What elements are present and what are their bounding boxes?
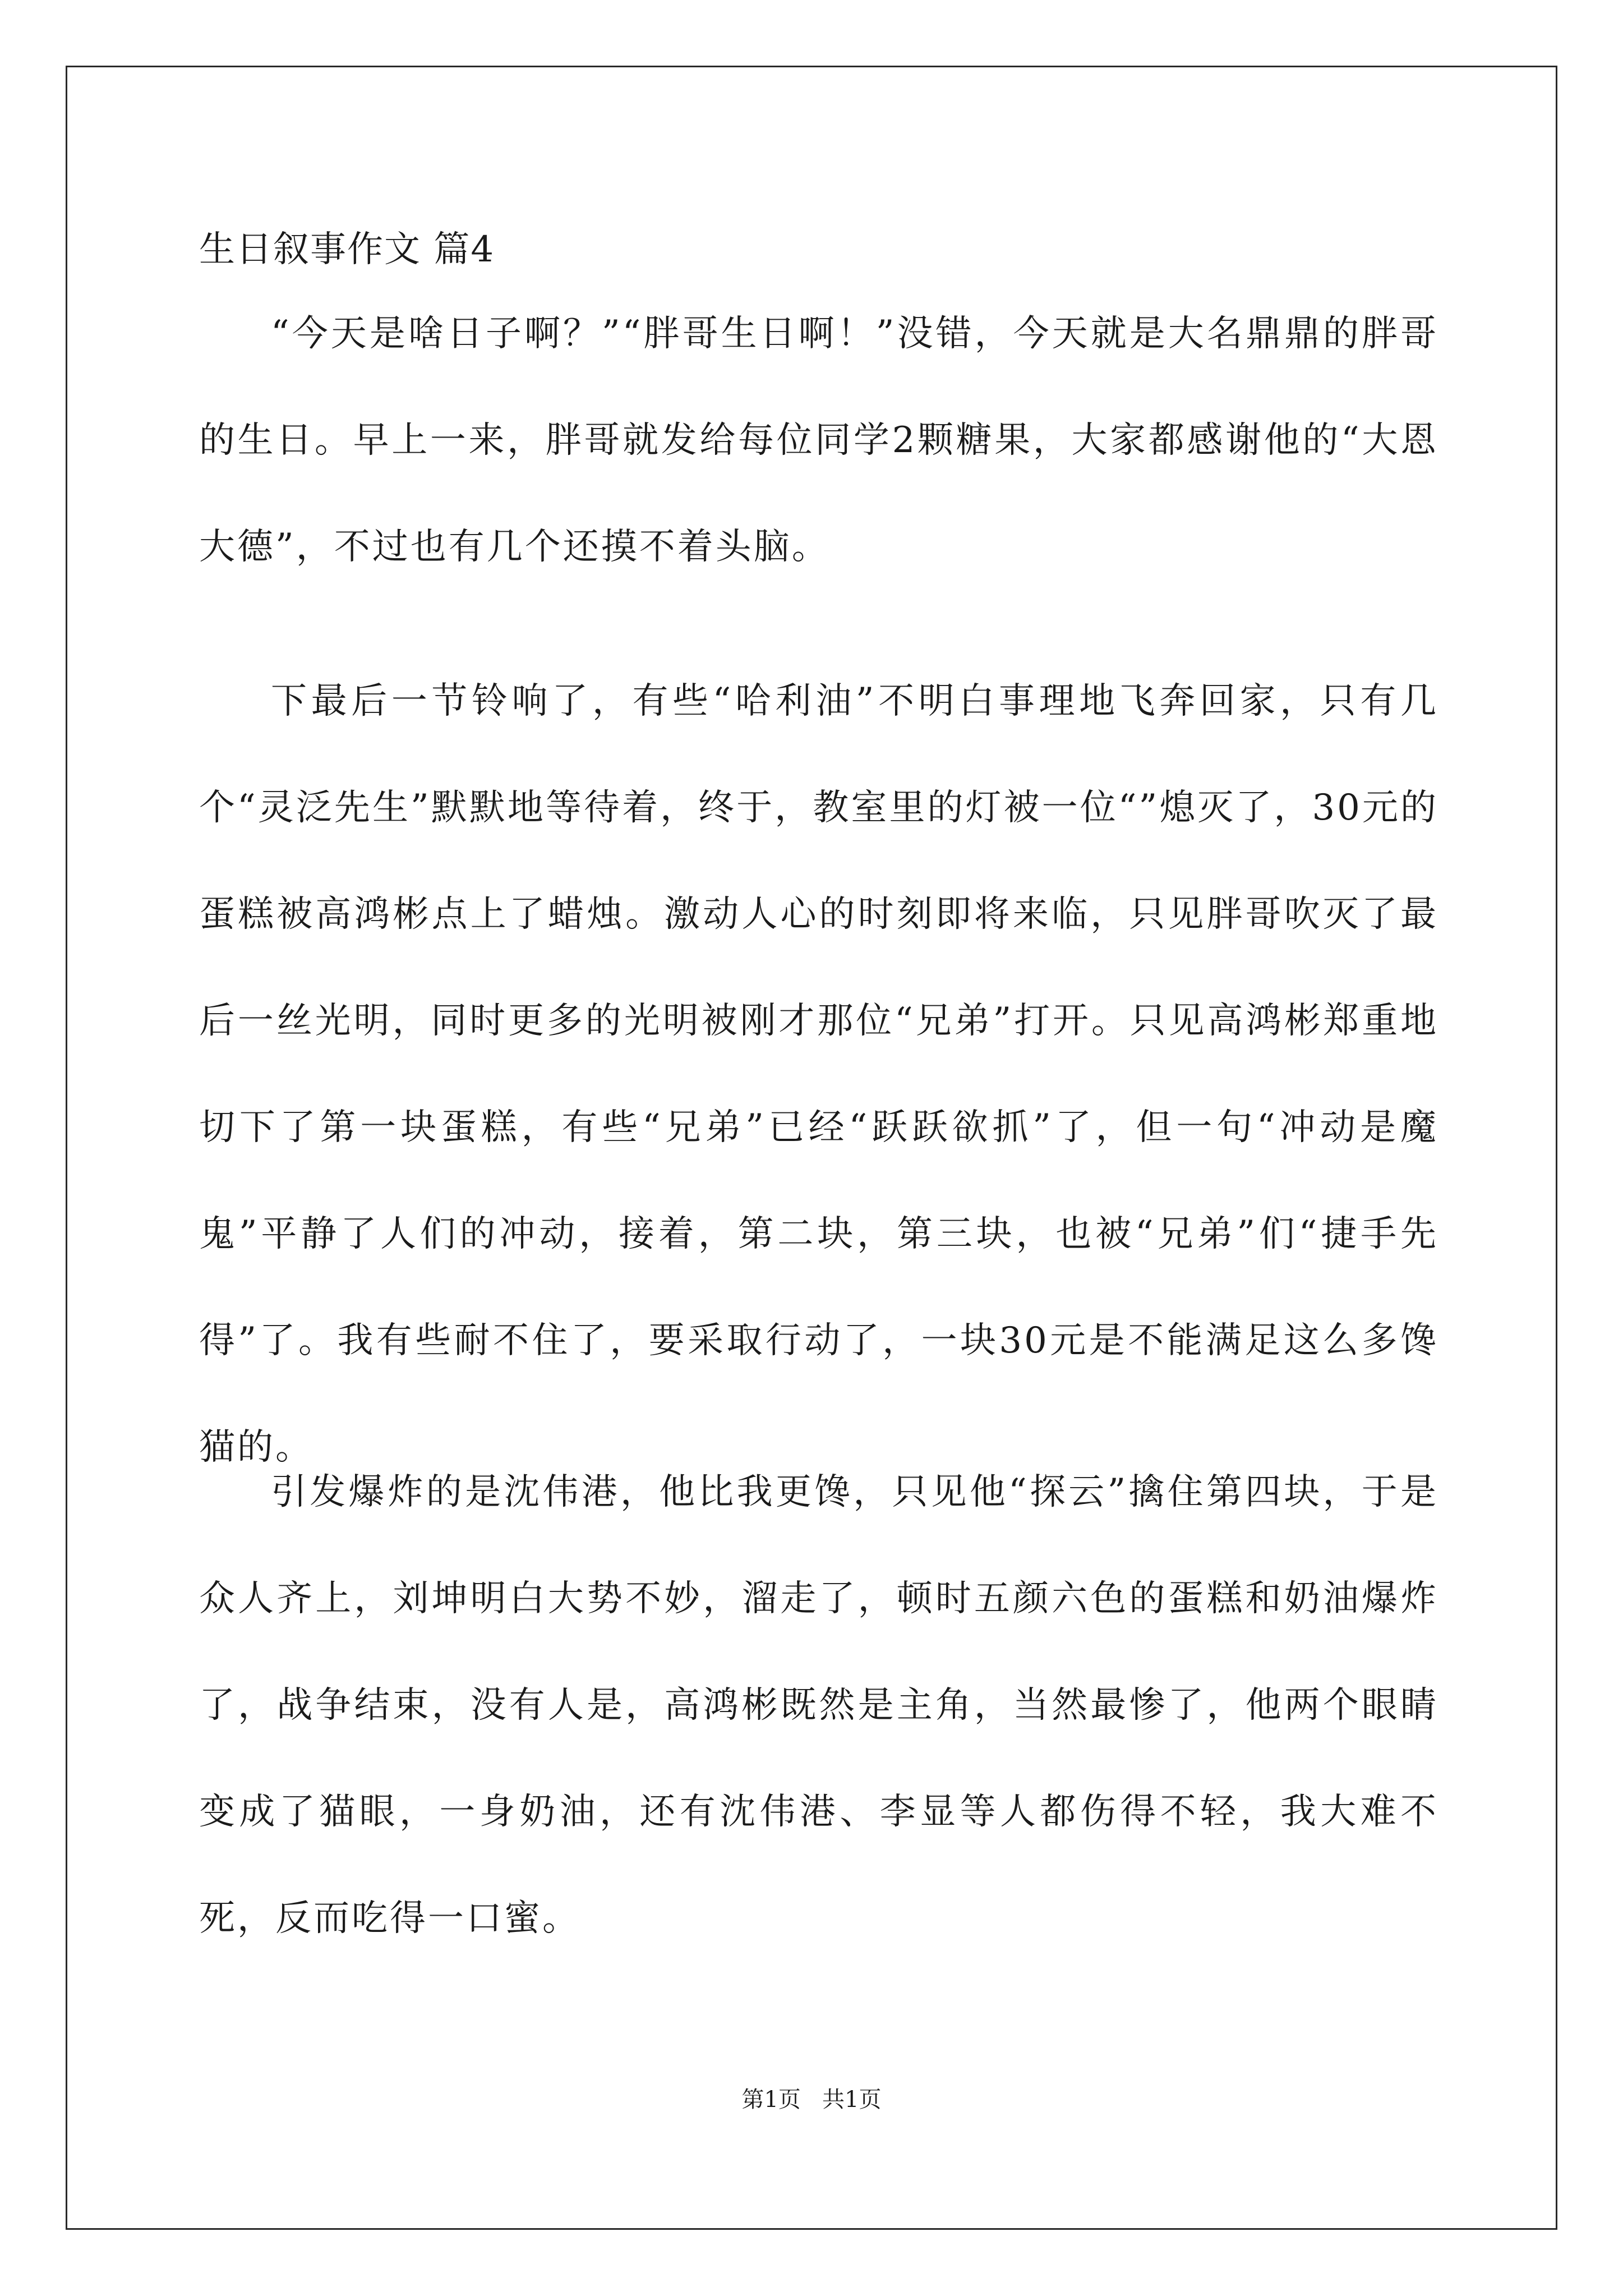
page-footer: 第1页 共1页 [741,2087,882,2113]
paragraph-1: “今天是啥日子啊？”“胖哥生日啊！”没错，今天就是大名鼎鼎的胖哥的生日。早上一来，胖哥就发给每位同学2颗糖果，大家都感谢他的“大恩大德”，不过也有几个还摸不着头脑。 [199,313,1438,568]
paragraph-3: 引发爆炸的是沈伟港，他比我更馋，只见他“探云”擒住第四块，于是众人齐上，刘坤明白大势不妙，溜走了，顿时五颜六色的蛋糕和奶油爆炸了，战争结束，没有人是，高鸿彬既然是主角，当然最惨了，他两个眼睛变成了猫眼，一身奶油，还有沈伟港、李显等人都伤得不轻，我大难不死，反而吃得一口蜜。 [199,1471,1438,1939]
paragraph-2: 下最后一节铃响了，有些“哈利油”不明白事理地飞奔回家，只有几个“灵泛先生”默默地等待着，终于，教室里的灯被一位“”熄灭了，30元的蛋糕被高鸿彬点上了蜡烛。激动人心的时刻即将来临，只见胖哥吹灭了最后一丝光明，同时更多的光明被刚才那位“兄弟”打开。只见高鸿彬郑重地切下了第一块蛋糕，有些“兄弟”已经“跃跃欲抓”了，但一句“冲动是魔鬼”平静了人们的冲动，接着，第二块，第三块，也被“兄弟”们“捷手先得”了。我有些耐不住了，要采取行动了，一块30元是不能满足这么多馋猫的。 [199,680,1438,1468]
document-title: 生日叙事作文 篇4 [199,229,495,270]
